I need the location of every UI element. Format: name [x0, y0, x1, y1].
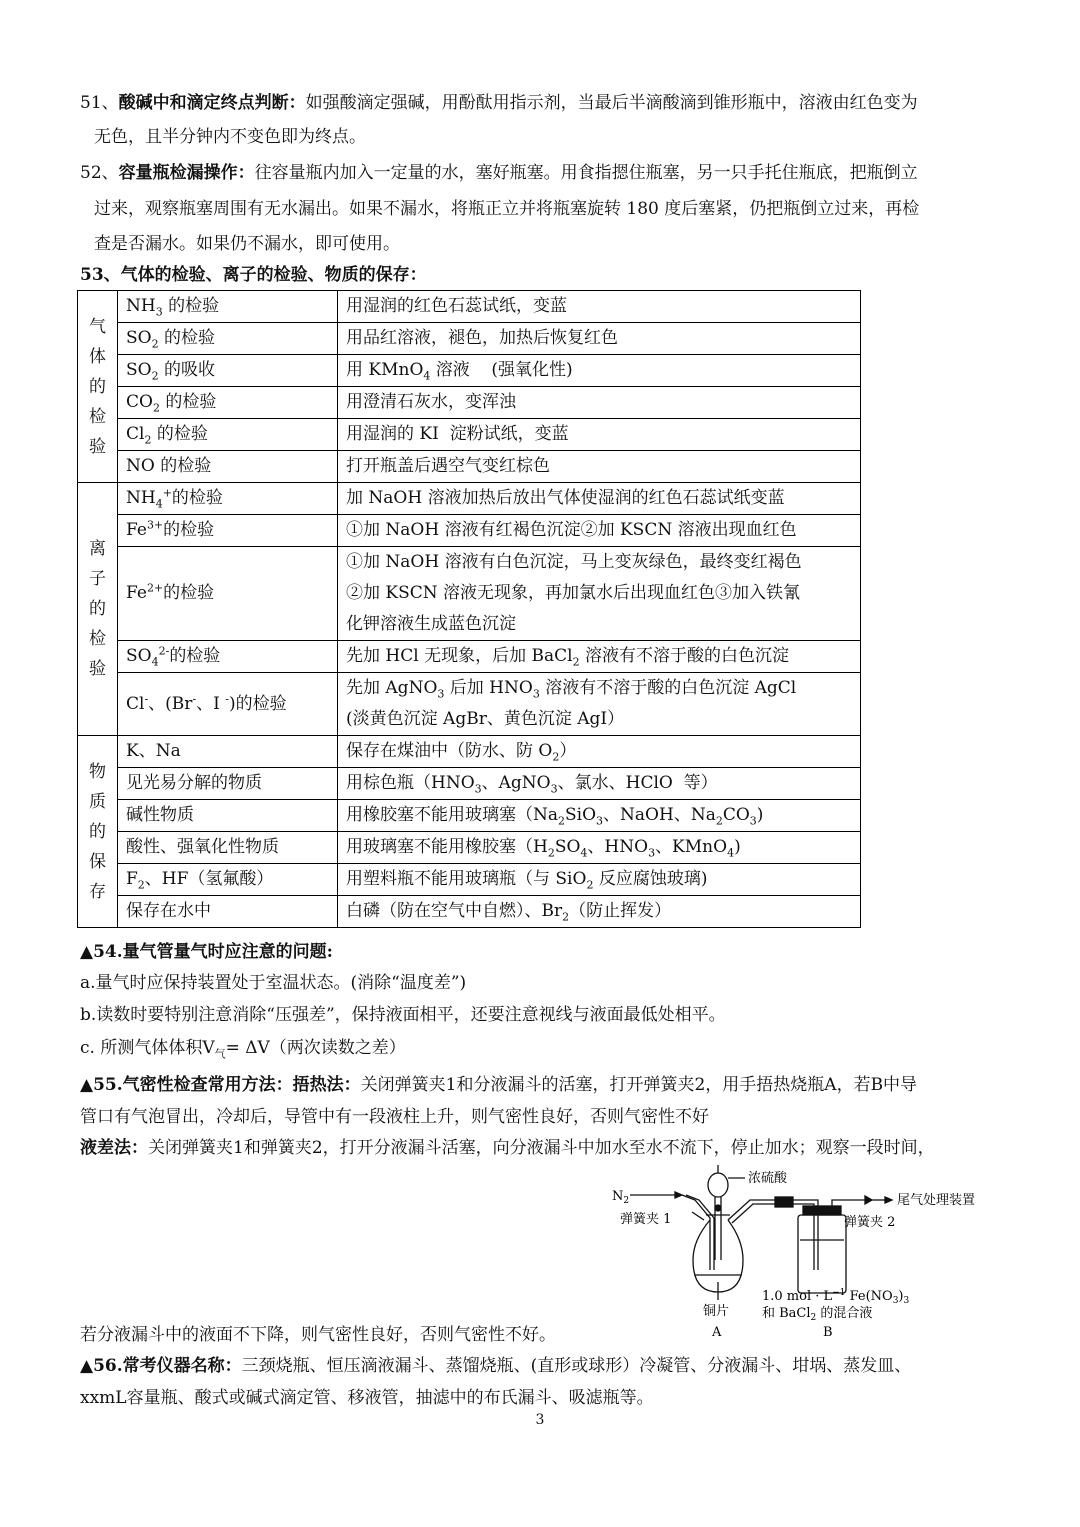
separatory-funnel	[708, 1173, 728, 1197]
item-51: 51、酸碱中和滴定终点判断：如强酸滴定强碱，用酚酞用指示剂，当最后半滴酸滴到锥形瓶中，溶液由红色变为	[80, 93, 918, 113]
cell-method: 用塑料瓶不能用玻璃瓶（与 SiO$_2$ 反应腐蚀玻璃)	[338, 864, 861, 896]
cell-item: $Fe^{2+}$的检验	[118, 547, 338, 641]
category-storage: 物 质 的 保 存	[78, 736, 118, 928]
cell-item: 碱性物质	[118, 800, 338, 832]
item-52-title: 容量瓶检漏操作：	[118, 163, 255, 183]
clamp1-label: 弹簧夹 1	[620, 1212, 672, 1227]
table-row	[78, 800, 861, 832]
item-55-method2: 液差法：关闭弹簧夹1和弹簧夹2，打开分液漏斗活塞，向分液漏斗中加水至水不流下，停止加水；观察一段时间，	[80, 1138, 935, 1158]
cell-method: 用湿润的 KI 淀粉试纸，变蓝	[338, 419, 861, 451]
cell-method: 用澄清石灰水，变浑浊	[338, 387, 861, 419]
item-52-cont1: 过来，观察瓶塞周围有无水漏出。如果不漏水，将瓶正立并将瓶塞旋转 180 度后塞紧，仍把瓶倒立过来，再检	[94, 199, 920, 219]
table-row	[78, 355, 861, 387]
cell-method: 加 NaOH 溶液加热后放出气体使湿润的红色石蕊试纸变蓝	[338, 483, 861, 515]
copper-label: 铜片	[703, 1304, 730, 1319]
clamp1-pointer	[692, 1212, 704, 1220]
cell-method: ①加 NaOH 溶液有红褐色沉淀②加 KSCN 溶液出现血红色	[338, 515, 861, 547]
cell-item: $F_2$、HF（氢氟酸）	[118, 864, 338, 896]
item-55-cont2: 若分液漏斗中的液面不下降，则气密性良好，否则气密性不好。	[80, 1325, 556, 1345]
cell-method: 用 KMnO$_4$ 溶液 (强氧化性)	[338, 355, 861, 387]
bottle-b	[798, 1215, 846, 1293]
item-52-cont2: 查是否漏水。如果仍不漏水，即可使用。	[94, 234, 400, 254]
item-56-cont: xxmL容量瓶、酸式或碱式滴定管、移液管，抽滤中的布氏漏斗、吸滤瓶等。	[80, 1388, 654, 1408]
table-row	[78, 419, 861, 451]
cell-item: $Fe^{3+}$的检验	[118, 515, 338, 547]
cell-item: $Cl_2$ 的检验	[118, 419, 338, 451]
cell-item: NO 的检验	[118, 451, 338, 483]
tail-arrow	[885, 1197, 892, 1203]
table-row	[78, 768, 861, 800]
item-54-title: ▲54.量气管量气时应注意的问题:	[80, 942, 333, 962]
n2-arrow	[675, 1192, 682, 1198]
cell-method: 用橡胶塞不能用玻璃塞（$Na_2SiO_3$、NaOH、$Na_2CO_3$)	[338, 800, 861, 832]
table-row	[78, 323, 861, 355]
funnel-stopcock	[715, 1205, 721, 1211]
table-row	[78, 451, 861, 483]
table-row	[78, 864, 861, 896]
flask-a	[693, 1220, 743, 1292]
cell-item: $NH_4^+$的检验	[118, 483, 338, 515]
cell-method: 用品红溶液，褪色，加热后恢复红色	[338, 323, 861, 355]
cell-item: $SO_4^{2-}$的检验	[118, 641, 338, 673]
cell-item: $SO_2$ 的检验	[118, 323, 338, 355]
label-a: A	[712, 1325, 722, 1340]
cell-item: Cl-、(Br-、I -)的检验	[118, 673, 338, 736]
inlet-tube	[682, 1195, 710, 1270]
tail-label: 尾气处理装置	[897, 1193, 976, 1208]
item-55: ▲55.气密性检查常用方法：捂热法：关闭弹簧夹1和分液漏斗的活塞，打开弹簧夹2，用手捂热烧瓶A，若B中导	[80, 1075, 918, 1095]
cell-method: 白磷（防在空气中自燃）、$Br_2$（防止挥发）	[338, 896, 861, 928]
table-row	[78, 736, 861, 768]
rubber-joint	[775, 1197, 793, 1207]
clamp-2-valve	[865, 1196, 872, 1204]
cell-method: 先加 HCl 无现象，后加 BaCl$_2$ 溶液有不溶于酸的白色沉淀	[338, 641, 861, 673]
reference-table	[77, 290, 861, 928]
cell-method: 用湿润的红色石蕊试纸，变蓝	[338, 291, 861, 323]
item-54-a: a.量气时应保持装置处于室温状态。(消除“温度差”)	[80, 973, 467, 993]
item-51-cont: 无色，且半分钟内不变色即为终点。	[94, 127, 366, 147]
item-55-cont: 管口有气泡冒出，冷却后，导管中有一段液柱上升，则气密性良好，否则气密性不好	[80, 1107, 709, 1127]
cell-item: 酸性、强氧化性物质	[118, 832, 338, 864]
acid-label: 浓硫酸	[748, 1171, 788, 1186]
item-56: ▲56.常考仪器名称：三颈烧瓶、恒压滴液漏斗、蒸馏烧瓶、(直形或球形）冷凝管、分液漏斗、坩埚、蒸发皿、	[80, 1356, 912, 1376]
cell-item: 见光易分解的物质	[118, 768, 338, 800]
category-ion: 离 子 的 检 验	[78, 483, 118, 736]
cell-item: K、Na	[118, 736, 338, 768]
table-row	[78, 896, 861, 928]
table-row	[78, 515, 861, 547]
item-54-c: c. 所测气体体积$V_气= \Delta V$（两次读数之差）	[80, 1038, 406, 1061]
page-number: 3	[535, 1412, 545, 1428]
cell-item: $CO_2$ 的检验	[118, 387, 338, 419]
item-51-title: 酸碱中和滴定终点判断：	[118, 93, 306, 113]
mix-label: 和 BaCl$_2$ 的混合液	[762, 1306, 873, 1323]
cell-method: 用棕色瓶（$HNO_3$、AgNO$_3$、氯水、HClO 等）	[338, 768, 861, 800]
cell-method: 用玻璃塞不能用橡胶塞（$H_2SO_4$、$HNO_3$、KMnO$_4$)	[338, 832, 861, 864]
label-b: B	[823, 1325, 833, 1340]
item-54-b: b.读数时要特别注意消除“压强差”，保持液面相平，还要注意视线与液面最低处相平。	[80, 1005, 726, 1025]
table-row	[78, 291, 861, 323]
cell-method: ①加 NaOH 溶液有白色沉淀，马上变灰绿色，最终变红褐色 ②加 KSCN 溶液无现象，再加氯水后出现血红色③加入铁氰 化钾溶液生成蓝色沉淀	[338, 547, 861, 641]
table-row	[78, 483, 861, 515]
cell-item: $NH_3$ 的检验	[118, 291, 338, 323]
item-52: 52、容量瓶检漏操作：往容量瓶内加入一定量的水，塞好瓶塞。用食指摁住瓶塞，另一只手托住瓶底，把瓶倒立	[80, 163, 918, 183]
apparatus-diagram	[600, 1160, 1000, 1345]
solution-label: 1.0 mol · $L^{-1}$ $Fe(NO_3)_3$	[762, 1288, 910, 1306]
table-row	[78, 673, 861, 736]
table-row	[78, 547, 861, 641]
cell-item: $SO_2$ 的吸收	[118, 355, 338, 387]
item-53-title: 53、气体的检验、离子的检验、物质的保存：	[80, 265, 427, 285]
cell-method: 打开瓶盖后遇空气变红棕色	[338, 451, 861, 483]
table-row	[78, 832, 861, 864]
category-gas: 气 体 的 检 验	[78, 291, 118, 483]
cell-item: 保存在水中	[118, 896, 338, 928]
cell-method: 保存在煤油中（防水、防 $O_2$）	[338, 736, 861, 768]
n2-label: $N_2$	[612, 1189, 630, 1206]
table-row	[78, 387, 861, 419]
clamp2-label: 弹簧夹 2	[844, 1215, 896, 1230]
cell-method: 先加 AgNO$_3$ 后加 $HNO_3$ 溶液有不溶于酸的白色沉淀 AgCl (淡黄色沉淀 AgBr、黄色沉淀 AgI）	[338, 673, 861, 736]
table-row	[78, 641, 861, 673]
